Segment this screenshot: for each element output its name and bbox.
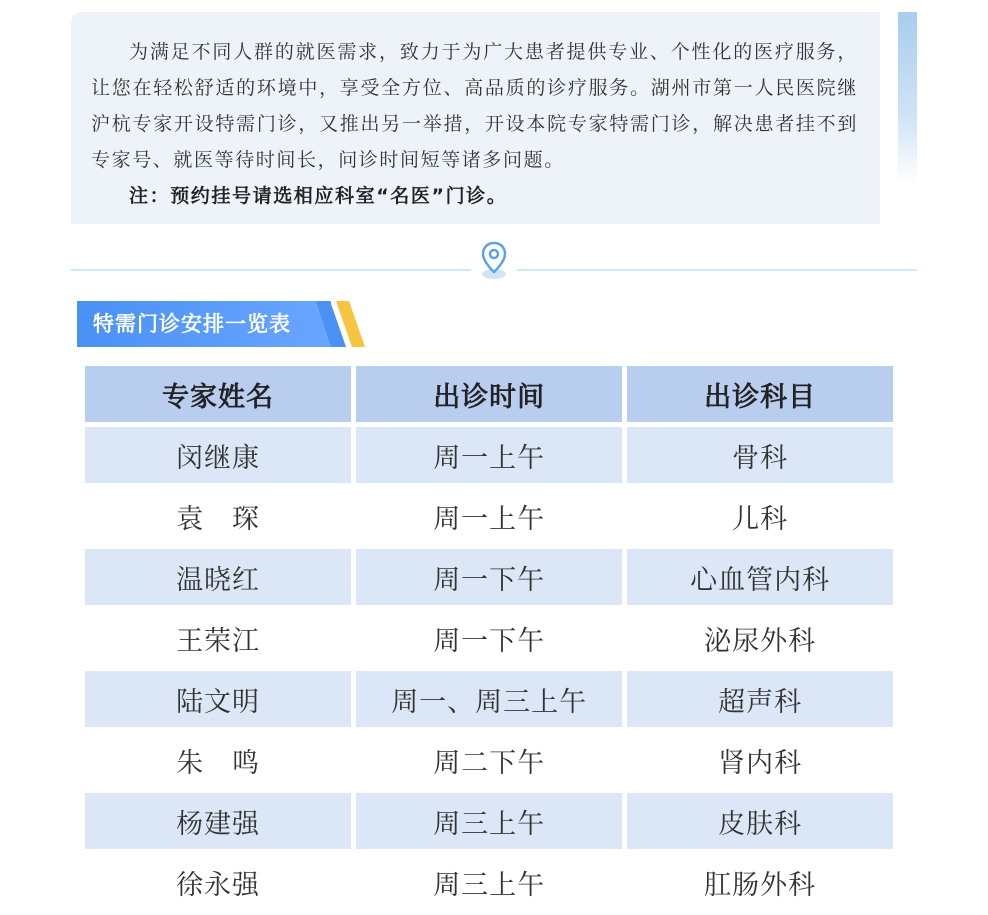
schedule-table — [80, 361, 898, 915]
table-row — [85, 854, 893, 910]
department-cell: 心血管内科 — [627, 549, 893, 605]
section-title: 特需门诊安排一览表 — [77, 301, 331, 347]
divider-left — [71, 269, 471, 271]
clinic-time-cell: 周一上午 — [356, 427, 622, 483]
decorative-side-bar — [898, 12, 917, 184]
department-cell: 泌尿外科 — [627, 610, 893, 666]
expert-name-cell: 徐永强 — [85, 854, 351, 910]
table-row — [85, 732, 893, 788]
clinic-time-cell: 周一上午 — [356, 488, 622, 544]
clinic-time-cell: 周三上午 — [356, 793, 622, 849]
department-cell: 皮肤科 — [627, 793, 893, 849]
table-row — [85, 610, 893, 666]
header-clinic-time: 出诊时间 — [356, 366, 622, 422]
expert-name-cell: 袁 琛 — [85, 488, 351, 544]
clinic-time-cell: 周二下午 — [356, 732, 622, 788]
clinic-time-cell: 周一下午 — [356, 549, 622, 605]
location-pin-icon — [478, 240, 510, 280]
expert-name-cell: 闵继康 — [85, 427, 351, 483]
expert-name-cell: 温晓红 — [85, 549, 351, 605]
clinic-time-cell: 周一、周三上午 — [356, 671, 622, 727]
table-row — [85, 793, 893, 849]
clinic-time-cell: 周三上午 — [356, 854, 622, 910]
department-cell: 超声科 — [627, 671, 893, 727]
intro-paragraph: 为满足不同人群的就医需求，致力于为广大患者提供专业、个性化的医疗服务，让您在轻松舒适的环境中，享受全方位、高品质的诊疗服务。湖州市第一人民医院继沪杭专家开设特需门诊，又推出另一举措，开设本院专家特需门诊，解决患者挂不到专家号、就医等待时间长，问诊时间短等诸多问题。 — [91, 41, 858, 171]
intro-box — [71, 12, 880, 224]
header-department: 出诊科目 — [627, 366, 893, 422]
expert-name-cell: 杨建强 — [85, 793, 351, 849]
clinic-time-cell: 周一下午 — [356, 610, 622, 666]
title-stripes-decoration — [316, 301, 372, 347]
department-cell: 肾内科 — [627, 732, 893, 788]
table-row — [85, 671, 893, 727]
table-row — [85, 549, 893, 605]
expert-name-cell: 陆文明 — [85, 671, 351, 727]
table-row — [85, 427, 893, 483]
booking-note: 注：预约挂号请选相应科室“名医”门诊。 — [129, 185, 508, 207]
department-cell: 肛肠外科 — [627, 854, 893, 910]
expert-name-cell: 朱 鸣 — [85, 732, 351, 788]
divider-right — [517, 269, 917, 271]
table-row — [85, 488, 893, 544]
department-cell: 骨科 — [627, 427, 893, 483]
department-cell: 儿科 — [627, 488, 893, 544]
expert-name-cell: 王荣江 — [85, 610, 351, 666]
table-header-row — [85, 366, 893, 422]
header-expert-name: 专家姓名 — [85, 366, 351, 422]
